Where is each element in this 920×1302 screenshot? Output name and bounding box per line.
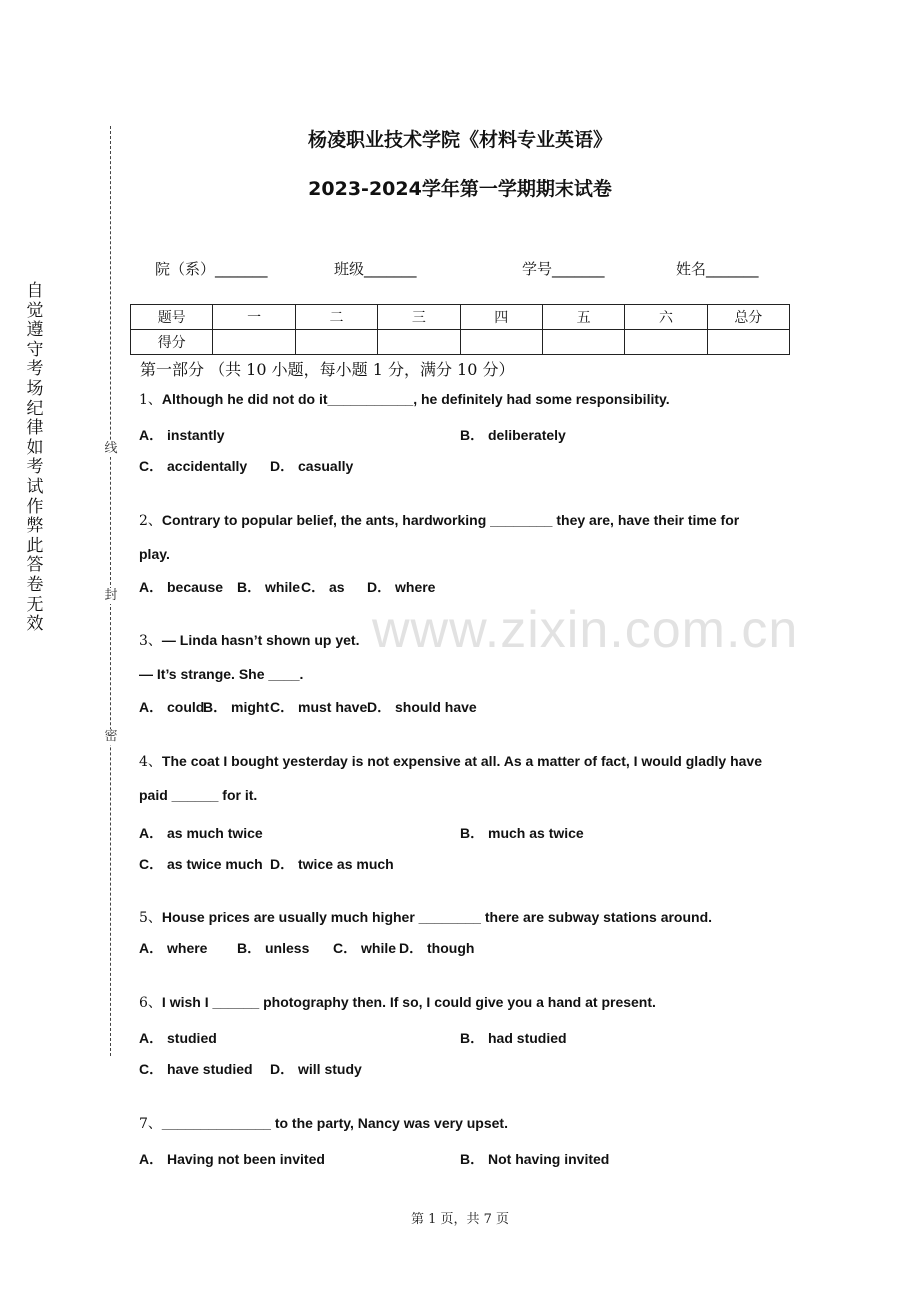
- question-text: ______________ to the party, Nancy was very upset.: [161, 1115, 508, 1131]
- question-6-option-a: A． studied: [139, 1030, 217, 1046]
- score-table: [130, 304, 790, 355]
- page-footer: 第 1 页，共 7 页: [410, 1212, 510, 1227]
- question-2-option-c: C． as: [301, 579, 345, 595]
- binding-label-xian: 线: [100, 441, 122, 457]
- section-heading: 第一部分 （共 10 小题，每小题 1 分，满分 10 分）: [140, 360, 515, 379]
- question-number: 5、: [139, 910, 162, 926]
- question-5-option-c: C． while: [333, 940, 397, 956]
- question-3-option-d: D． should have: [367, 699, 477, 715]
- score-table-header: 五: [542, 305, 624, 330]
- question-7-stem: [139, 1113, 508, 1133]
- question-4-option-d: D． twice as much: [270, 856, 394, 872]
- question-2-stem-cont: play.: [139, 546, 170, 562]
- score-table-score-row: [131, 330, 790, 355]
- question-5-stem: [139, 907, 712, 927]
- score-table-header-row: [131, 305, 790, 330]
- question-text: I wish I ______ photography then. If so, I could give you a hand at present.: [161, 994, 656, 1010]
- question-5-option-b: B． unless: [237, 940, 310, 956]
- question-2-option-a: A． because: [139, 579, 224, 595]
- question-1-option-b: B． deliberately: [460, 427, 566, 443]
- score-table-header: 一: [213, 305, 295, 330]
- department-field: 院（系）_______: [155, 260, 268, 278]
- question-number: 4、: [139, 754, 162, 770]
- score-cell: [542, 330, 624, 355]
- score-cell: [295, 330, 377, 355]
- student-id-field: 学号_______: [522, 260, 605, 278]
- question-3-option-b: B． might: [203, 699, 270, 715]
- question-4-stem: [139, 751, 762, 771]
- site-watermark: www.zixin.com.cn: [372, 601, 799, 659]
- name-field: 姓名_______: [676, 260, 759, 278]
- question-7-option-b: B． Not having invited: [460, 1151, 610, 1167]
- score-cell: [213, 330, 295, 355]
- binding-label-feng: 封: [100, 588, 122, 604]
- question-1-option-c: C． accidentally: [139, 458, 248, 474]
- score-table-header: 总分: [707, 305, 789, 330]
- score-cell: [378, 330, 460, 355]
- question-text: House prices are usually much higher ________ there are subway stations around.: [161, 909, 713, 925]
- score-table-header: 三: [378, 305, 460, 330]
- question-3-stem: [139, 630, 360, 650]
- question-1-option-a: A． instantly: [139, 427, 225, 443]
- question-4-option-a: A． as much twice: [139, 825, 263, 841]
- score-table-header: 二: [295, 305, 377, 330]
- question-2-option-b: B． while: [237, 579, 301, 595]
- question-number: 7、: [139, 1116, 162, 1132]
- exam-title-line2: 2023-2024学年第一学期期末试卷: [308, 178, 612, 200]
- question-text: — Linda hasn’t shown up yet.: [161, 632, 360, 648]
- question-4-option-c: C． as twice much: [139, 856, 263, 872]
- score-cell: [460, 330, 542, 355]
- score-cell: [707, 330, 789, 355]
- question-number: 6、: [139, 995, 162, 1011]
- question-4-option-b: B． much as twice: [460, 825, 584, 841]
- question-6-option-c: C． have studied: [139, 1061, 253, 1077]
- question-text: Although he did not do it___________, he definitely had some responsibility.: [161, 391, 670, 407]
- question-text: Contrary to popular belief, the ants, hardworking ________ they are, have their time for: [161, 512, 740, 528]
- question-3-option-a: A． could: [139, 699, 205, 715]
- score-cell: [625, 330, 707, 355]
- question-1-stem: [139, 389, 670, 409]
- score-table-header: 六: [625, 305, 707, 330]
- question-6-stem: [139, 992, 656, 1012]
- question-6-option-d: D． will study: [270, 1061, 362, 1077]
- question-5-option-d: D． though: [399, 940, 475, 956]
- question-4-stem-cont: paid ______ for it.: [139, 787, 258, 803]
- question-3-option-c: C． must have: [270, 699, 368, 715]
- score-row-label: 得分: [131, 330, 213, 355]
- question-number: 3、: [139, 633, 162, 649]
- question-7-option-a: A． Having not been invited: [139, 1151, 325, 1167]
- binding-label-mi: 密: [100, 729, 122, 745]
- exam-discipline-note: 自觉遵守考场纪律如考试作弊此答卷无效: [26, 281, 44, 635]
- score-table-header: 题号: [131, 305, 213, 330]
- question-5-option-a: A． where: [139, 940, 208, 956]
- question-2-option-d: D． where: [367, 579, 436, 595]
- score-table-header: 四: [460, 305, 542, 330]
- question-number: 1、: [139, 392, 162, 408]
- question-3-stem-cont: — It’s strange. She ____.: [139, 666, 304, 682]
- question-6-option-b: B． had studied: [460, 1030, 567, 1046]
- class-field: 班级_______: [334, 260, 417, 278]
- exam-title-line1: 杨凌职业技术学院《材料专业英语》: [307, 129, 612, 151]
- question-1-option-d: D． casually: [270, 458, 354, 474]
- question-text: The coat I bought yesterday is not expensive at all. As a matter of fact, I would gladly have: [161, 753, 763, 769]
- question-2-stem: [139, 510, 739, 530]
- question-number: 2、: [139, 513, 162, 529]
